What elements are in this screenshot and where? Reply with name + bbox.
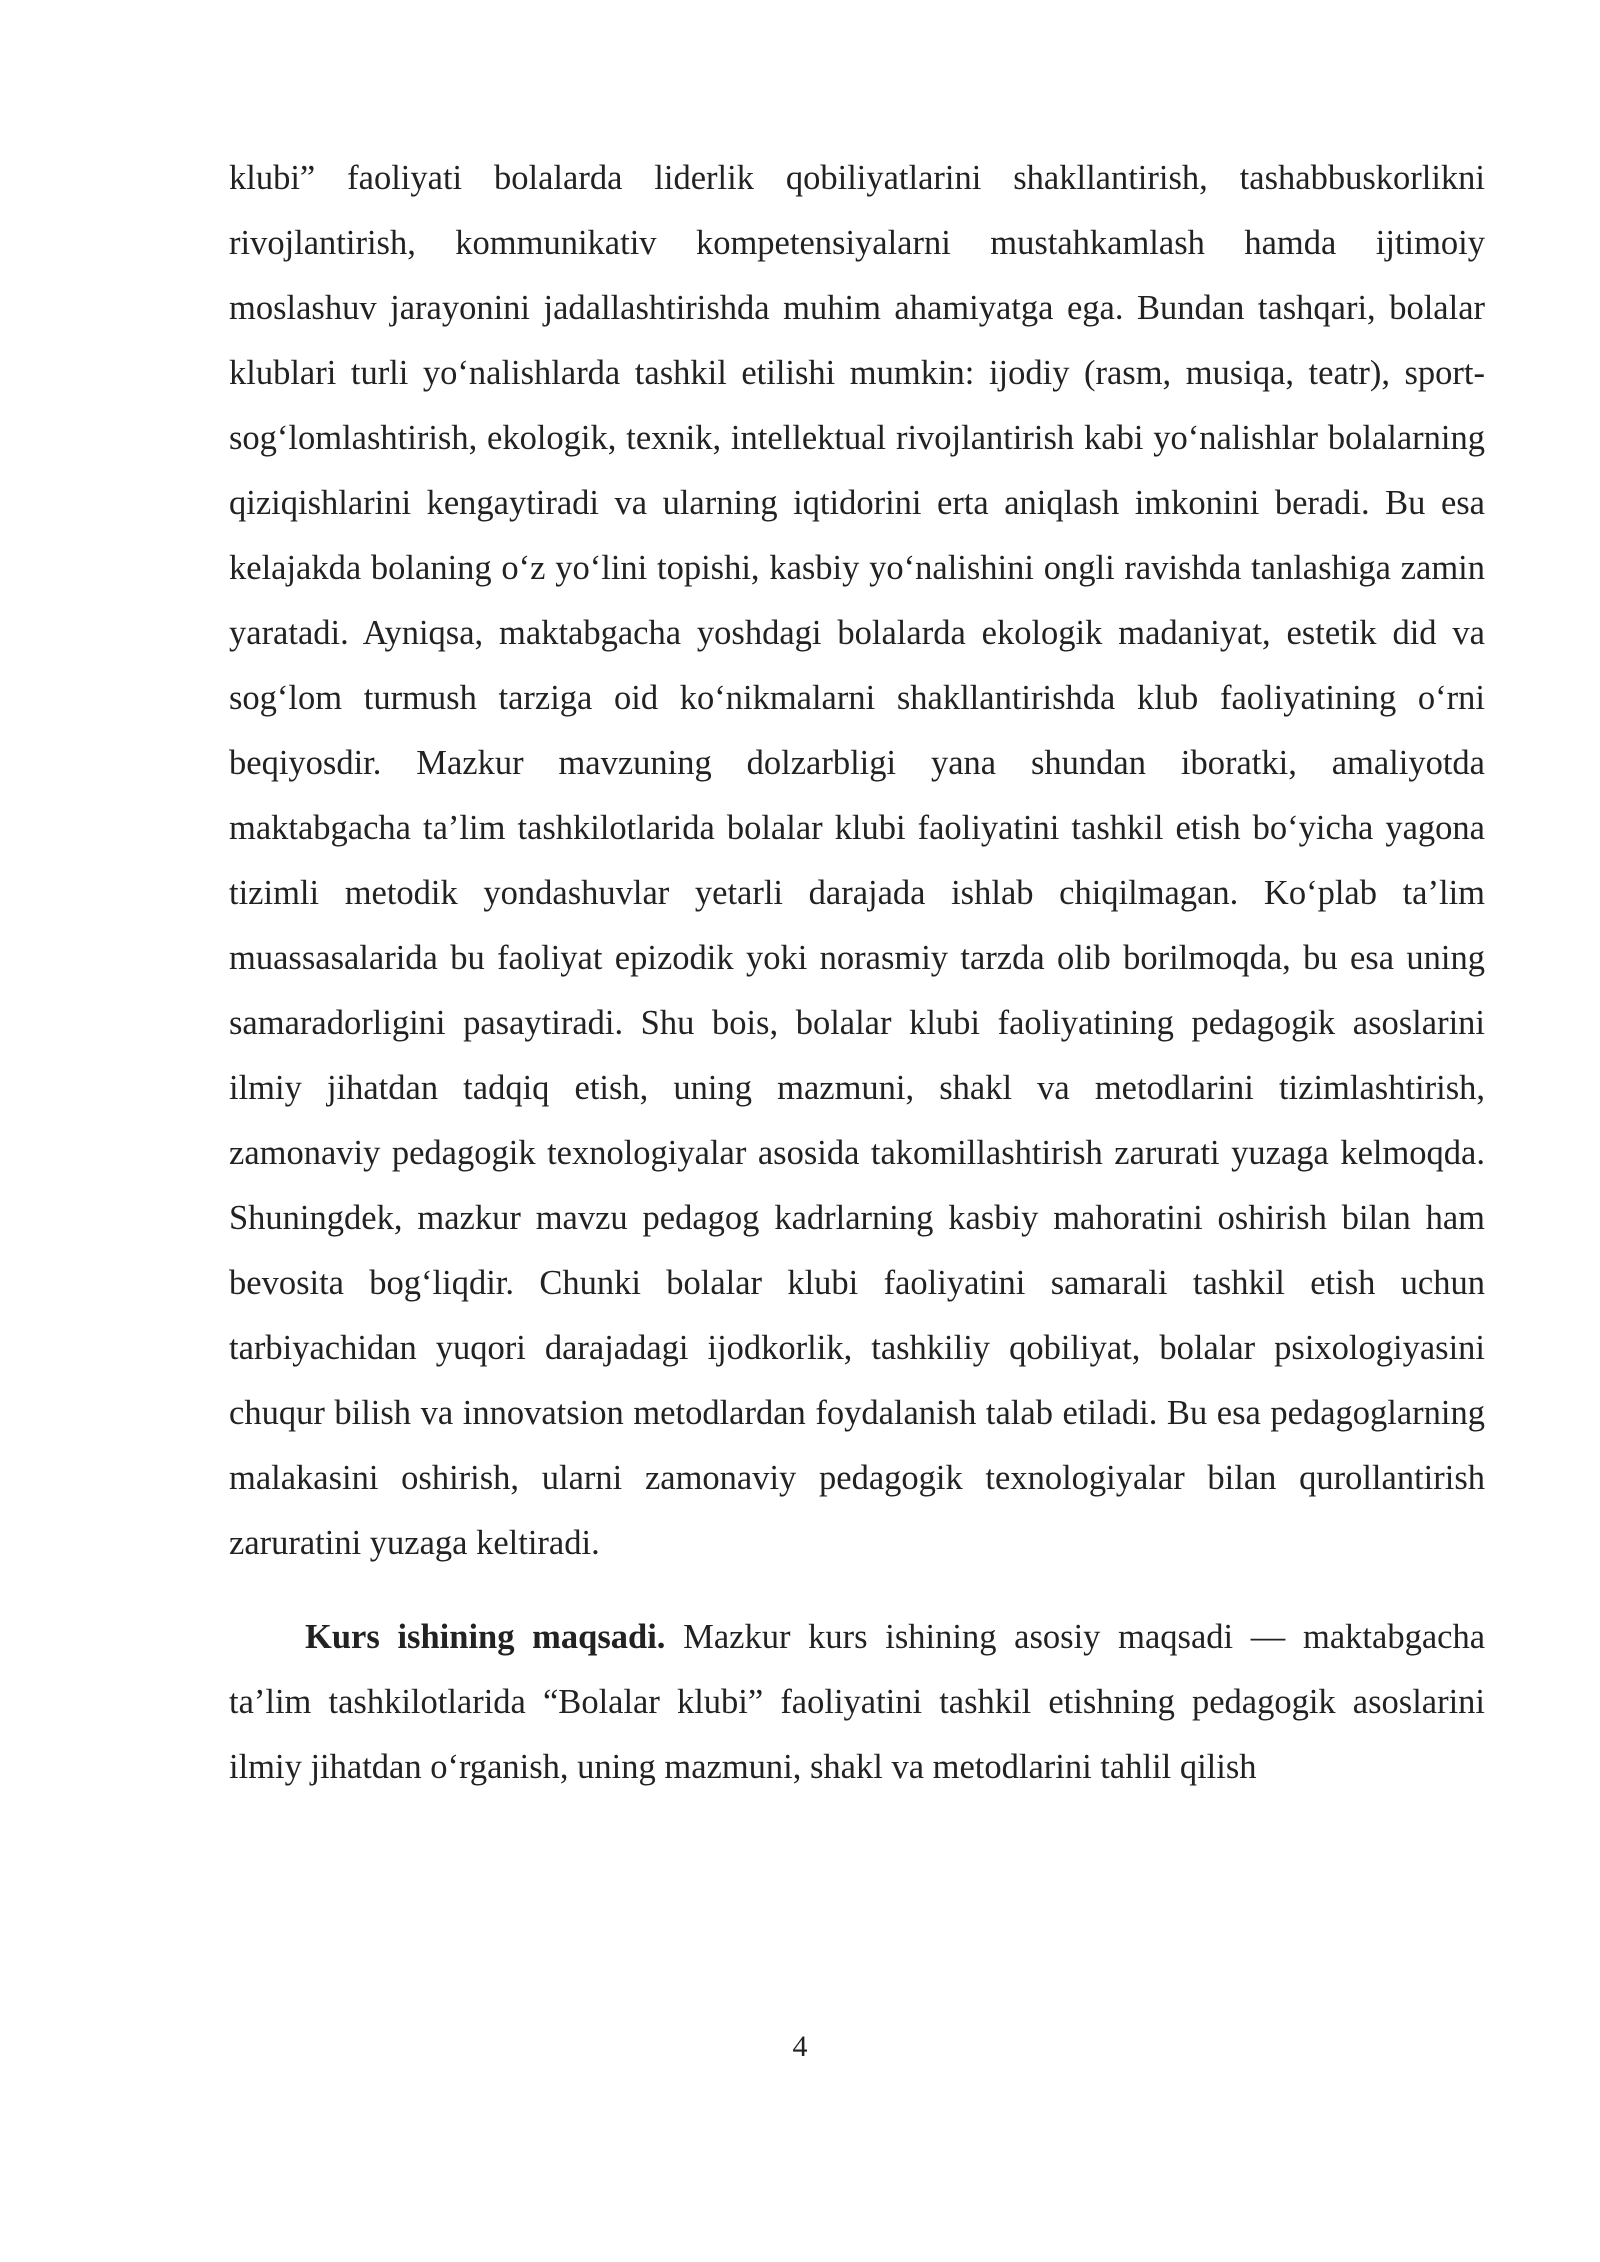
- course-goal-paragraph: [229, 1605, 1485, 1800]
- paragraph-text: Mazkur kurs ishining asosiy maqsadi — maktabgacha ta’lim tashkilotlarida “Bolalar klubi” faoliyatini tashkil etishning pedagogik asoslarini ilmiy jihatdan o‘rganish, uning mazmuni, shakl va metodlarini tahlil qilish: [229, 1618, 1486, 1786]
- page-content: [229, 146, 1485, 1800]
- page-number: 4: [792, 2030, 808, 2063]
- body-paragraph: klubi” faoliyati bolalarda liderlik qobiliyatlarini shakllantirish, tashabbuskorlikni rivojlantirish, kommunikativ kompetensiyalarni mustahkamlash hamda ijtimoiy moslashuv jarayonini jadallashtirishda muhim ahamiyatga ega. Bundan tashqari, bolalar klublari turli yo‘nalishlarda tashkil etilishi mumkin: ijodiy (rasm, musiqa, teatr), sport-sog‘lomlashtirish, ekologik, texnik, intellektual rivojlantirish kabi yo‘nalishlar bolalarning qiziqishlarini kengaytiradi va ularning iqtidorini erta aniqlash imkonini beradi. Bu esa kelajakda bolaning o‘z yo‘lini topishi, kasbiy yo‘nalishini ongli ravishda tanlashiga zamin yaratadi. Ayniqsa, maktabgacha yoshdagi bolalarda ekologik madaniyat, estetik did va sog‘lom turmush tarziga oid ko‘nikmalarni shakllantirishda klub faoliyatining o‘rni beqiyosdir. Mazkur mavzuning dolzarbligi yana shundan iboratki, amaliyotda maktabgacha ta’lim tashkilotlarida bolalar klubi faoliyatini tashkil etish bo‘yicha yagona tizimli metodik yondashuvlar yetarli darajada ishlab chiqilmagan. Ko‘plab ta’lim muassasalarida bu faoliyat epizodik yoki norasmiy tarzda olib borilmoqda, bu esa uning samaradorligini pasaytiradi. Shu bois, bolalar klubi faoliyatining pedagogik asoslarini ilmiy jihatdan tadqiq etish, uning mazmuni, shakl va metodlarini tizimlashtirish, zamonaviy pedagogik texnologiyalar asosida takomillashtirish zarurati yuzaga kelmoqda. Shuningdek, mazkur mavzu pedagog kadrlarning kasbiy mahoratini oshirish bilan ham bevosita bog‘liqdir. Chunki bolalar klubi faoliyatini samarali tashkil etish uchun tarbiyachidan yuqori darajadagi ijodkorlik, tashkiliy qobiliyat, bolalar psixologiyasini chuqur bilish va innovatsion metodlardan foydalanish talab etiladi. Bu esa pedagoglarning malakasini oshirish, ularni zamonaviy pedagogik texnologiyalar bilan qurollantirish zaruratini yuzaga keltiradi.: [229, 159, 1485, 1562]
- paragraph-heading: Kurs ishining maqsadi.: [305, 1618, 666, 1656]
